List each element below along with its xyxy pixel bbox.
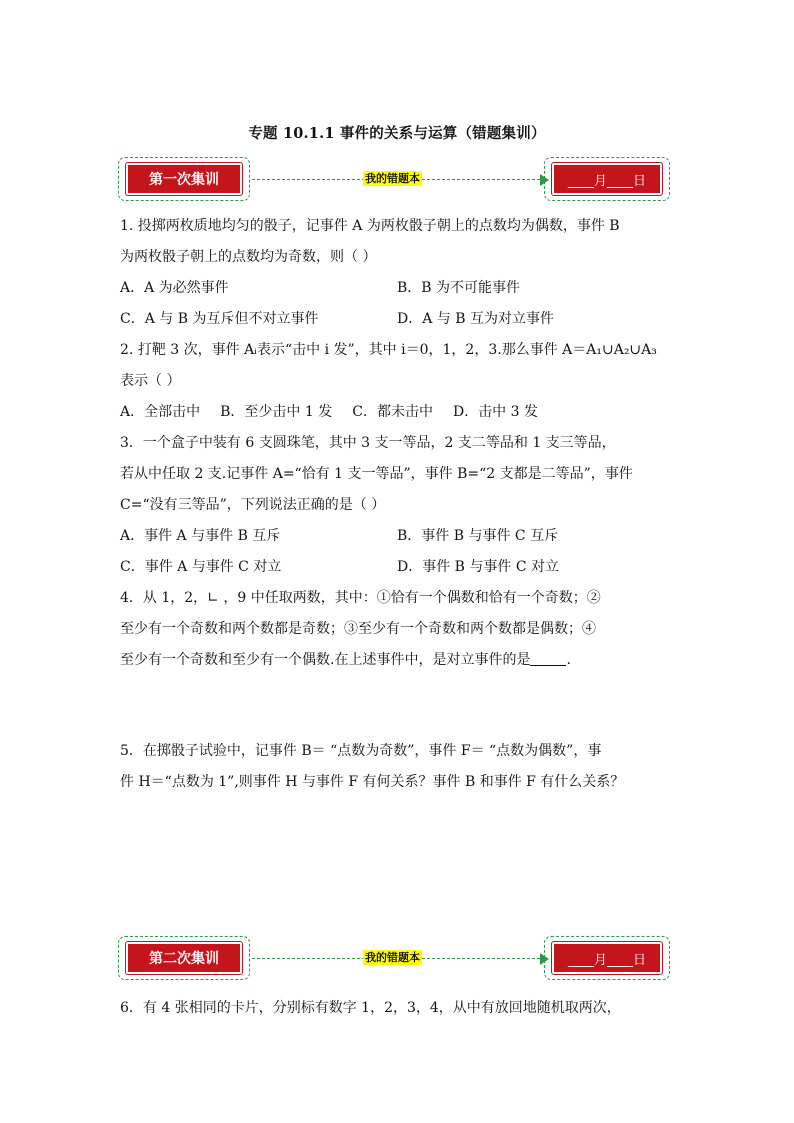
q1-option-a: A．A 为必然事件 [120, 280, 229, 296]
banner-middle-label: 我的错题本 [365, 172, 420, 185]
q1-line2: 为两枚骰子朝上的点数均为奇数，则（ ） [120, 249, 377, 265]
banner-date-label: ____月____日 [552, 942, 662, 974]
q2-option-b: B．至少击中 1 发 [220, 404, 333, 420]
q5-line1: 5．在掷骰子试验中，记事件 B＝ “点数为奇数”，事件 F＝ “点数为偶数”，事 [120, 743, 602, 759]
q4-line3-end: . [566, 652, 571, 668]
q1-option-c: C．A 与 B 为互斥但不对立事件 [120, 311, 319, 327]
banner-left-frame [118, 157, 250, 201]
q2-option-d: D．击中 3 发 [452, 404, 538, 420]
banner-left-label: 第二次集训 [126, 942, 242, 974]
q2-option-a: A．全部击中 [120, 404, 201, 420]
q4-line3 [120, 645, 680, 676]
q2-line2: 表示（ ） [120, 373, 181, 389]
q3-option-c: C．事件 A 与事件 C 对立 [120, 559, 282, 575]
banner-right-frame [544, 157, 670, 201]
banner-date-label: ____月____日 [552, 163, 662, 195]
question-block-q5 [120, 736, 680, 798]
q4-line3-text: 至少有一个奇数和至少有一个偶数.在上述事件中，是对立事件的是 [120, 652, 531, 668]
page-title: 专题 10.1.1 事件的关系与运算（错题集训） [248, 125, 546, 142]
training-banner-first [118, 157, 670, 203]
q1-option-d: D．A 与 B 互为对立事件 [397, 311, 554, 327]
q1-option-b: B．B 为不可能事件 [397, 280, 521, 296]
q4-line2: 至少有一个奇数和两个数都是奇数；③至少有一个奇数和两个数都是偶数；④ [120, 621, 596, 637]
q3-option-a: A．事件 A 与事件 B 互斥 [120, 528, 281, 544]
q3-option-d: D．事件 B 与事件 C 对立 [397, 559, 560, 575]
training-banner-second [118, 936, 670, 982]
question-block-first [120, 211, 680, 676]
banner-middle-label: 我的错题本 [365, 951, 420, 964]
q6-line1: 6．有 4 张相同的卡片，分别标有数字 1，2，3，4，从中有放回地随机取两次， [120, 1000, 621, 1016]
q4-line1: 4．从 1，2，∟ ，9 中任取两数，其中：①恰有一个偶数和恰有一个奇数；② [120, 590, 601, 606]
q3-options-row2 [120, 552, 680, 583]
q1-line1: 1. 投掷两枚质地均匀的骰子，记事件 A 为两枚骰子朝上的点数均为偶数，事件 B [120, 218, 620, 234]
banner-right-frame [544, 936, 670, 980]
q3-line2: 若从中任取 2 支.记事件 A=“恰有 1 支一等品”，事件 B=“2 支都是二等品”，事件 [120, 466, 633, 482]
q1-options-row2 [120, 304, 680, 335]
q3-options-row1 [120, 521, 680, 552]
question-block-q6 [120, 993, 680, 1024]
answer-blank[interactable] [530, 651, 566, 666]
q5-line2: 件 H＝“点数为 1”,则事件 H 与事件 F 有何关系？事件 B 和事件 F 有什么关系？ [120, 774, 625, 790]
q1-options-row1 [120, 273, 680, 304]
banner-left-label: 第一次集训 [126, 163, 242, 195]
q2-options [120, 397, 680, 428]
q3-option-b: B．事件 B 与事件 C 互斥 [397, 528, 559, 544]
q3-line1: 3．一个盒子中装有 6 支圆珠笔，其中 3 支一等品，2 支二等品和 1 支三等品， [120, 435, 616, 451]
q3-line3: C=“没有三等品”，下列说法正确的是（ ） [120, 497, 386, 513]
banner-left-frame [118, 936, 250, 980]
q2-option-c: C．都未击中 [352, 404, 433, 420]
q2-line1: 2. 打靶 3 次，事件 Aᵢ表示“击中 i 发”，其中 i＝0，1，2，3.那么事件 A＝A₁∪A₂∪A₃ [120, 342, 657, 358]
